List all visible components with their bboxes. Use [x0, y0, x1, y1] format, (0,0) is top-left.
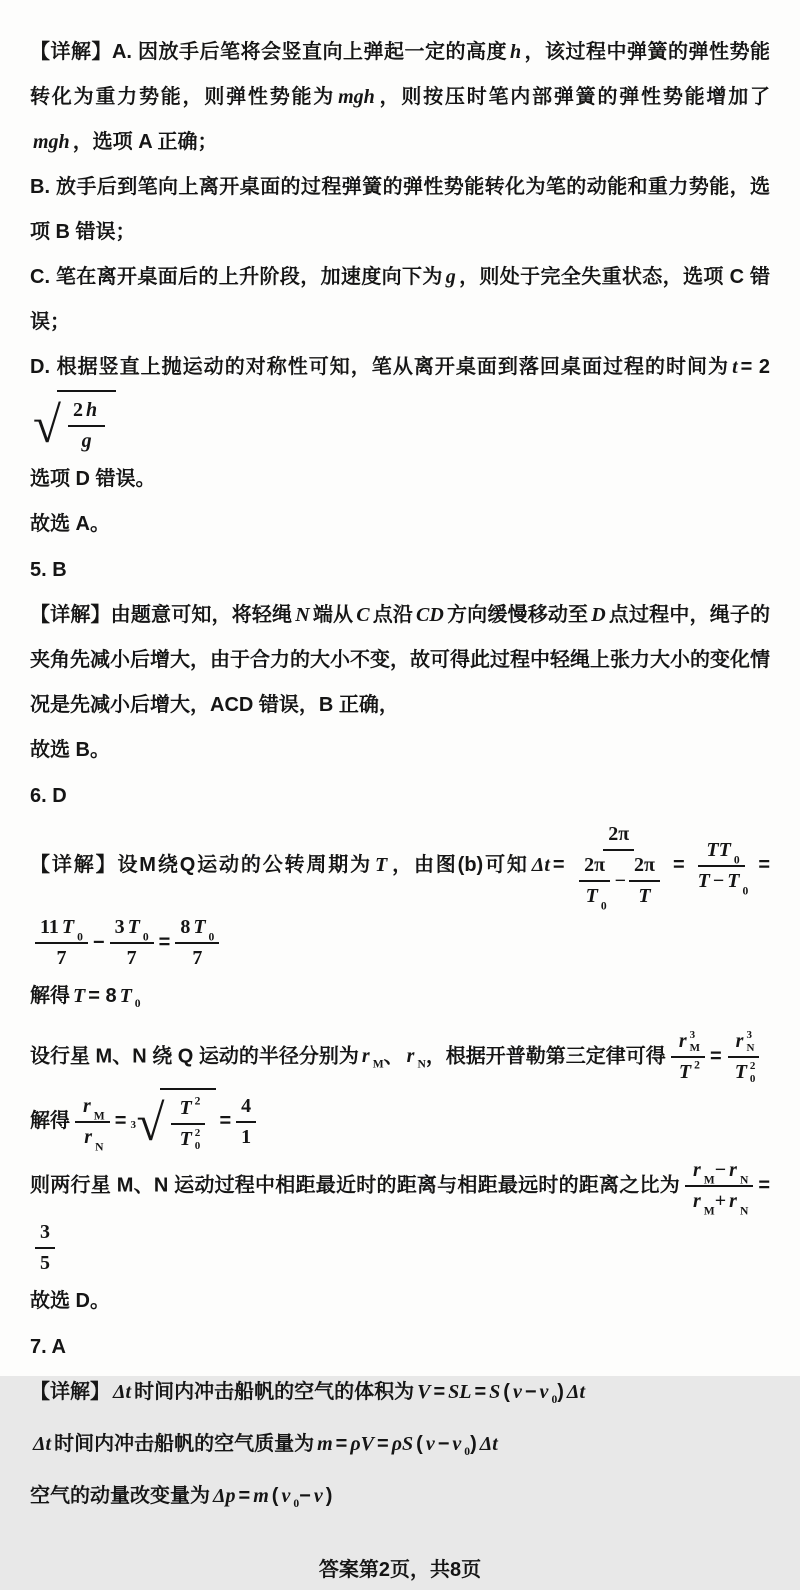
- text: 2π: [634, 854, 655, 876]
- text: =: [114, 1109, 127, 1132]
- q7-air-mass: [30, 1422, 770, 1474]
- math-variable: Δt: [113, 1381, 132, 1403]
- text: 空气的动量改变量为: [30, 1485, 210, 1507]
- math-variable: V: [417, 1381, 431, 1403]
- text: (: [271, 1485, 279, 1507]
- text: 故选 A。: [30, 513, 110, 535]
- math-variable: m: [317, 1433, 333, 1455]
- text: 故选 D。: [30, 1290, 110, 1312]
- math-variable: v: [281, 1485, 291, 1507]
- q5-final-answer: [30, 728, 770, 773]
- text: = 2: [740, 356, 770, 378]
- text: (: [503, 1381, 510, 1403]
- fraction: [68, 397, 105, 455]
- text: =: [335, 1433, 348, 1455]
- sup-sub-stack: 2 0: [194, 1127, 201, 1152]
- text: D. 根据竖直上抛运动的对称性可知，笔从离开桌面到落回桌面过程的时间为: [30, 356, 730, 378]
- subscript: 0: [551, 1393, 558, 1406]
- text: =: [433, 1381, 446, 1403]
- subscript: N: [417, 1057, 426, 1071]
- text: 故选 B。: [30, 739, 110, 761]
- math-variable: T: [119, 985, 132, 1007]
- radical: [33, 390, 116, 457]
- math-variable: r: [678, 1030, 687, 1052]
- math-variable: r: [729, 1190, 737, 1212]
- text: ): [325, 1485, 333, 1507]
- q7-air-volume: [30, 1370, 770, 1422]
- fraction: [671, 1028, 705, 1086]
- math-variable: T: [375, 853, 388, 876]
- math-variable: m: [253, 1485, 269, 1507]
- text: 2π: [608, 823, 630, 845]
- math-variable: r: [361, 1045, 370, 1068]
- math-variable: D: [591, 604, 606, 626]
- subscript: M: [372, 1057, 384, 1071]
- math-variable: T: [179, 1128, 192, 1150]
- text: 3: [40, 1221, 50, 1243]
- text: =: [758, 1174, 770, 1197]
- superscript: 2: [694, 1058, 700, 1072]
- subscript: N: [95, 1140, 104, 1154]
- math-variable: T: [127, 916, 140, 938]
- subscript: M: [93, 1109, 105, 1123]
- math-variable: mgh: [338, 86, 375, 108]
- text: =: [474, 1381, 487, 1403]
- text: ，则处于完全失重状态，选项 C 错误；: [30, 266, 770, 333]
- text: 1: [241, 1125, 252, 1148]
- subscript: 0: [208, 930, 215, 944]
- text: 点过程中，绳子的夹角先减小后增大，由于合力的大小不变，故可得此过程中轻绳上张力大小的变化情况是先减小后增大，ACD 错误，B 正确，: [30, 604, 771, 716]
- text: C. 笔在离开桌面后的上升阶段，加速度向下为: [30, 266, 443, 288]
- subscript: 0: [733, 853, 740, 867]
- subscript: N: [739, 1204, 749, 1218]
- page-footer: 答案第2页，共8页: [318, 1559, 482, 1581]
- text: 5: [40, 1252, 50, 1274]
- fraction: [75, 1093, 110, 1154]
- text: 3: [114, 916, 125, 938]
- text: 设行星 M、N 绕 Q 运动的半径分别为: [30, 1045, 359, 1068]
- text: ，则按压时笔内部弹簧的弹性势能增加了: [377, 86, 771, 108]
- math-variable: CD: [416, 604, 444, 626]
- fraction: [690, 837, 754, 898]
- math-variable: Δt: [531, 853, 550, 876]
- math-variable: T: [73, 985, 86, 1007]
- math-variable: T: [678, 1061, 692, 1083]
- text: −: [714, 1159, 727, 1181]
- math-variable: SL: [448, 1381, 472, 1403]
- subscript: 0: [600, 899, 607, 913]
- fraction: [629, 852, 660, 910]
- text: ): [557, 1381, 564, 1403]
- fraction: [35, 914, 88, 972]
- fraction: [570, 821, 668, 913]
- text: =: [710, 1045, 722, 1068]
- text: 时间内冲击船帆的空气的体积为: [134, 1381, 415, 1403]
- subscript: 0: [134, 997, 141, 1010]
- math-variable: C: [356, 604, 370, 626]
- math-variable: v: [539, 1381, 549, 1403]
- text: 7: [192, 947, 203, 969]
- q4-option-b: [30, 165, 770, 255]
- text: 【详解】A. 因放手后笔将会竖直向上弹起一定的高度: [30, 41, 507, 63]
- subscript: 0: [77, 930, 83, 944]
- text: 8: [180, 916, 191, 938]
- text: 【详解】设M绕Q运动的公转周期为: [30, 853, 372, 876]
- text: =: [219, 1109, 232, 1132]
- text: 方向缓慢移动至: [446, 604, 589, 626]
- math-variable: ρV: [350, 1433, 375, 1455]
- fraction: [727, 1028, 761, 1086]
- text: 【详解】: [30, 1381, 110, 1403]
- text: =: [238, 1485, 251, 1507]
- text: 则两行星 M、N 运动过程中相距最近时的距离与相距最远时的距离之比为: [30, 1174, 680, 1197]
- q6-radius-ratio: [30, 1088, 770, 1155]
- math-variable: r: [692, 1159, 701, 1181]
- q4-option-d-verdict: [30, 457, 770, 502]
- subscript: 0: [142, 930, 149, 944]
- q5-answer-heading: 5. B: [30, 559, 67, 581]
- math-variable: S: [489, 1381, 501, 1403]
- text: 2π: [584, 854, 606, 876]
- math-variable: v: [425, 1433, 435, 1455]
- q4-detail-option-a: [30, 30, 770, 165]
- text: ，由图(b)可知: [390, 853, 529, 876]
- text: 、: [383, 1045, 404, 1068]
- text: B. 放手后到笔向上离开桌面的过程弹簧的弹性势能转化为笔的动能和重力势能，选项 B 错误；: [30, 176, 770, 243]
- text: 7: [56, 947, 67, 969]
- math-variable: v: [512, 1381, 522, 1403]
- math-variable: TT: [706, 838, 731, 861]
- math-variable: h: [509, 41, 522, 63]
- math-variable: T: [179, 1097, 192, 1119]
- math-variable: Δp: [213, 1485, 236, 1507]
- fraction: [171, 1095, 205, 1153]
- q7-momentum-change: [30, 1474, 770, 1526]
- math-variable: T: [585, 885, 598, 907]
- subscript: M: [703, 1204, 715, 1218]
- math-variable: Δt: [479, 1433, 498, 1455]
- math-variable: T: [727, 869, 740, 892]
- text: =: [552, 853, 565, 876]
- fraction: [35, 1219, 55, 1277]
- math-variable: v: [313, 1485, 323, 1507]
- text: 2: [73, 399, 83, 421]
- text: 4: [241, 1094, 252, 1117]
- text: ，该过程中弹簧的弹性势能转化为重力势能，则弹性势能为: [30, 41, 770, 108]
- text: −: [614, 869, 627, 892]
- text: −: [437, 1433, 450, 1455]
- text: 7: [126, 947, 137, 969]
- math-variable: r: [729, 1159, 737, 1181]
- text: −: [712, 869, 725, 892]
- text: 选项 D 错误。: [30, 468, 156, 490]
- text: 【详解】由题意可知，将轻绳: [30, 604, 293, 626]
- text: =: [758, 853, 770, 876]
- text: 解得: [30, 1109, 70, 1132]
- q4-final-answer: [30, 502, 770, 547]
- math-variable: Δt: [33, 1433, 52, 1455]
- text: 端从: [312, 604, 354, 626]
- subscript: 0: [464, 1445, 471, 1458]
- sup-sub-stack: 3 M: [689, 1029, 700, 1054]
- fraction: [578, 852, 612, 913]
- math-variable: ρS: [391, 1433, 414, 1455]
- math-variable: t: [732, 356, 738, 378]
- text: ): [470, 1433, 477, 1455]
- text: +: [714, 1190, 727, 1212]
- text: = 8: [88, 985, 117, 1007]
- sup-sub-stack: 3 N: [746, 1029, 755, 1054]
- q5-detail: [30, 593, 770, 728]
- q4-option-c: [30, 255, 770, 345]
- sup-sub-stack: 2 0: [749, 1060, 756, 1085]
- q4-option-d-formula: [30, 345, 770, 457]
- text: −: [92, 931, 105, 954]
- math-variable: Δt: [566, 1381, 586, 1403]
- fraction: [236, 1093, 256, 1151]
- subscript: N: [739, 1173, 749, 1187]
- math-variable: T: [61, 916, 75, 938]
- math-variable: r: [692, 1190, 701, 1212]
- math-variable: v: [452, 1433, 462, 1455]
- text: ，根据开普勒第三定律可得: [425, 1045, 666, 1068]
- math-variable: g: [81, 430, 92, 452]
- text: −: [299, 1485, 311, 1507]
- math-variable: r: [84, 1125, 93, 1148]
- q6-kepler-law: [30, 1026, 770, 1088]
- math-variable: r: [406, 1045, 415, 1068]
- radical-sign: √: [136, 1096, 165, 1153]
- q6-detail-period-formula: [30, 819, 770, 974]
- text: 11: [40, 916, 59, 938]
- text: −: [524, 1381, 537, 1403]
- text: 解得: [30, 985, 70, 1007]
- math-variable: N: [295, 604, 310, 626]
- text: 点沿: [372, 604, 414, 626]
- math-variable: mgh: [33, 131, 70, 153]
- fraction: [110, 914, 154, 972]
- text: =: [158, 931, 171, 954]
- math-variable: g: [445, 266, 456, 288]
- radical-index: 3: [130, 1118, 136, 1131]
- subscript: M: [703, 1173, 715, 1187]
- text: 时间内冲击船帆的空气质量为: [54, 1433, 315, 1455]
- radical-sign: √: [33, 398, 61, 455]
- fraction: [685, 1157, 753, 1218]
- superscript: 2: [194, 1094, 201, 1108]
- text: ，选项 A 正确；: [72, 131, 218, 153]
- text: =: [672, 853, 685, 876]
- q6-solve-period: [30, 974, 770, 1026]
- math-variable: T: [697, 869, 710, 892]
- math-variable: T: [638, 885, 651, 907]
- math-variable: T: [734, 1061, 747, 1083]
- text: (: [416, 1433, 423, 1455]
- math-variable: h: [86, 399, 98, 421]
- text: =: [377, 1433, 389, 1455]
- subscript: 0: [742, 884, 749, 898]
- fraction: [175, 914, 219, 972]
- q6-answer-heading: 6. D: [30, 785, 67, 807]
- math-variable: T: [193, 916, 206, 938]
- q7-answer-heading: 7. A: [30, 1336, 66, 1358]
- q6-final-answer: [30, 1279, 770, 1324]
- radical: [129, 1088, 216, 1155]
- subscript: 0: [293, 1497, 300, 1510]
- math-variable: r: [83, 1094, 91, 1117]
- math-variable: r: [735, 1030, 744, 1052]
- q6-distance-ratio: [30, 1155, 770, 1279]
